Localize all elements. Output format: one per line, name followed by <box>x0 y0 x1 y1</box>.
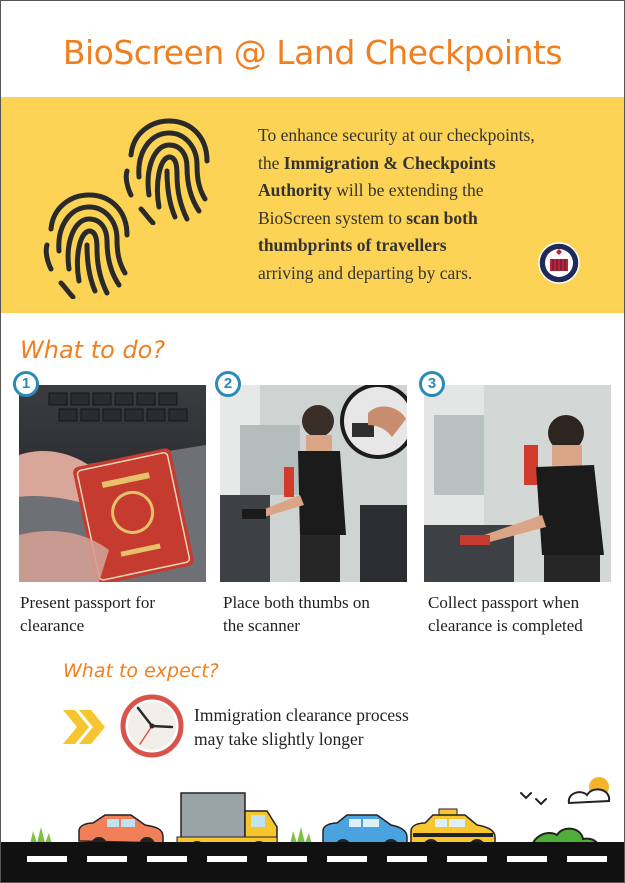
caption-line: clearance is completed <box>428 616 583 635</box>
clock-icon <box>120 694 184 758</box>
lane-marking <box>507 856 547 862</box>
intro-line: arriving and departing by cars. <box>258 262 473 283</box>
caption-line: clearance <box>20 616 85 635</box>
ica-crest-icon <box>537 241 581 285</box>
double-chevron-right-icon <box>61 708 107 746</box>
caption-line: Collect passport when <box>428 593 580 612</box>
intro-line: BioScreen system to scan both <box>258 207 478 228</box>
road <box>1 842 624 882</box>
step-3-number: 3 <box>419 371 445 397</box>
step-3-caption <box>428 591 583 637</box>
what-to-do-heading: What to do? <box>20 336 166 364</box>
expect-line: Immigration clearance process <box>194 705 409 725</box>
step-2-caption <box>223 591 370 637</box>
expect-line: may take slightly longer <box>194 729 364 749</box>
caption-line: the scanner <box>223 616 300 635</box>
step-2-photo <box>220 385 407 582</box>
lane-marking <box>567 856 607 862</box>
lane-marking <box>207 856 247 862</box>
lane-marking <box>387 856 427 862</box>
caption-line: Present passport for <box>20 593 156 612</box>
intro-line: thumbprints of travellers <box>258 235 447 255</box>
intro-line: the Immigration & Checkpoints <box>258 152 496 173</box>
lane-marking <box>87 856 127 862</box>
lane-marking <box>147 856 187 862</box>
intro-line: To enhance security at our checkpoints, <box>258 125 535 145</box>
step-3-photo <box>424 385 611 582</box>
lane-marking <box>327 856 367 862</box>
intro-line: Authority will be extending the <box>258 180 484 200</box>
step-2-number: 2 <box>215 371 241 397</box>
expect-description <box>194 703 474 751</box>
step-1-number: 1 <box>13 371 39 397</box>
step-1-photo <box>19 385 206 582</box>
lane-marking <box>267 856 307 862</box>
page-title: BioScreen @ Land Checkpoints <box>62 33 563 72</box>
what-to-expect-heading: What to expect? <box>63 660 219 682</box>
lane-marking <box>447 856 487 862</box>
sun-cloud-icon <box>569 777 609 803</box>
intro-banner <box>1 97 624 313</box>
bird-icon <box>521 793 546 804</box>
step-1-caption <box>20 591 155 637</box>
fingerprint-icon <box>39 189 135 299</box>
lane-marking <box>27 856 67 862</box>
caption-line: Place both thumbs on <box>223 593 370 612</box>
